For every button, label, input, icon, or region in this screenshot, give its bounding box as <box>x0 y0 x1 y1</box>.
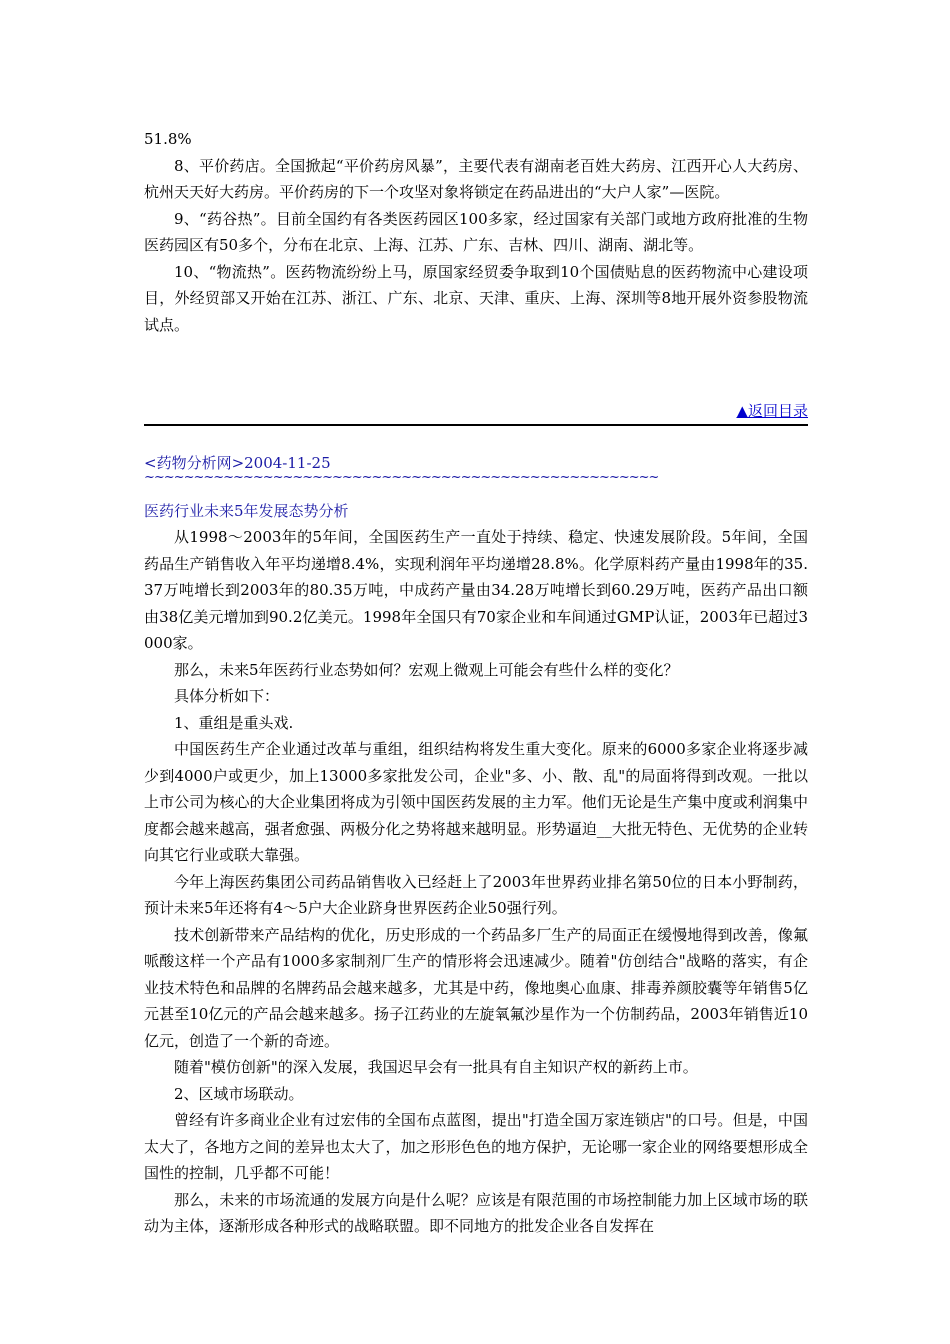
tilde-divider: ~~~~~~~~~~~~~~~~~~~~~~~~~~~~~~~~~~~~~~~~~~~~~~~~~~~~ <box>144 470 659 485</box>
paragraph: 8、平价药店。全国掀起“平价药房风暴”，主要代表有湖南老百姓大药房、江西开心人大药房、杭州天天好大药房。平价药房的下一个攻坚对象将锁定在药品进出的“大户人家”—医院。 <box>144 156 808 201</box>
paragraph: 51.8% <box>144 130 192 148</box>
section-heading: 1、重组是重头戏. <box>174 713 294 732</box>
paragraph: 曾经有许多商业企业有过宏伟的全国布点蓝图，提出"打造全国万家连锁店"的口号。但是，中国太大了，各地方之间的差异也太大了，加之形形色色的地方保护，无论哪一家企业的网络要想形成全国性的控制，几乎都不可能！ <box>144 1111 808 1182</box>
paragraph: 具体分析如下： <box>174 687 280 705</box>
paragraph: 今年上海医药集团公司药品销售收入已经赶上了2003年世界药业排名第50位的日本小野制药，预计未来5年还将有4～5户大企业跻身世界医药企业50强行列。 <box>144 872 808 917</box>
article-title: 医药行业未来5年发展态势分析 <box>144 502 349 520</box>
back-to-contents-link[interactable]: ▲返回目录 <box>736 402 808 420</box>
top-text-block <box>144 126 808 338</box>
paragraph: 那么，未来的市场流通的发展方向是什么呢？应该是有限范围的市场控制能力加上区域市场的联动为主体，逐渐形成各种形式的战略联盟。即不同地方的批发企业各自发挥在 <box>144 1190 808 1235</box>
paragraph: 9、“药谷热”。目前全国约有各类医药园区100多家，经过国家有关部门或地方政府批准的生物医药园区有50多个，分布在北京、上海、江苏、广东、吉林、四川、湖南、湖北等。 <box>144 209 808 254</box>
paragraph: 随着"模仿创新"的深入发展，我国迟早会有一批具有自主知识产权的新药上市。 <box>174 1058 698 1076</box>
paragraph: 10、“物流热”。医药物流纷纷上马，原国家经贸委争取到10个国债贴息的医药物流中心建设项目，外经贸部又开始在江苏、浙江、广东、北京、天津、重庆、上海、深圳等8地开展外资参股物流试点。 <box>144 262 808 334</box>
section-heading: 2、区域市场联动。 <box>174 1084 304 1103</box>
paragraph: 那么，未来5年医药行业态势如何？宏观上微观上可能会有些什么样的变化？ <box>174 660 679 679</box>
article-body <box>144 524 808 1240</box>
paragraph: 中国医药生产企业通过改革与重组，组织结构将发生重大变化。原来的6000多家企业将逐步减少到4000户或更少，加上13000多家批发公司，企业"多、小、散、乱"的局面将得到改观。一批以上市公司为核心的大企业集团将成为引领中国医药发展的主力军。他们无论是生产集中度或利润集中度都会越来越高，强者愈强、两极分化之势将越来越明显。形势逼迫__大批无特色、无优势的企业转向其它行业或联大靠强。 <box>144 740 808 864</box>
paragraph: 从1998～2003年的5年间，全国医药生产一直处于持续、稳定、快速发展阶段。5年间，全国药品生产销售收入年平均递增8.4%，实现利润年平均递增28.8%。化学原料药产量由1998年的35.37万吨增长到2003年的80.35万吨，中成药产量由34.28万吨增长到60.29万吨，医药产品出口额由38亿美元增加到90.2亿美元。1998年全国只有70家企业和车间通过GMP认证，2003年已超过3000家。 <box>144 528 808 652</box>
source-date-label: <药物分析网>2004-11-25 <box>144 454 331 472</box>
paragraph: 技术创新带来产品结构的优化，历史形成的一个药品多厂生产的局面正在缓慢地得到改善，像氟哌酸这样一个产品有1000多家制剂厂生产的情形将会迅速减少。随着"仿创结合"战略的落实，有企业技术特色和品牌的名牌药品会越来越多，尤其是中药，像地奥心血康、排毒养颜胶囊等年销售5亿元甚至10亿元的产品会越来越多。扬子江药业的左旋氧氟沙星作为一个仿制药品，2003年销售近10亿元，创造了一个新的奇迹。 <box>144 925 808 1050</box>
section-divider <box>144 424 808 426</box>
